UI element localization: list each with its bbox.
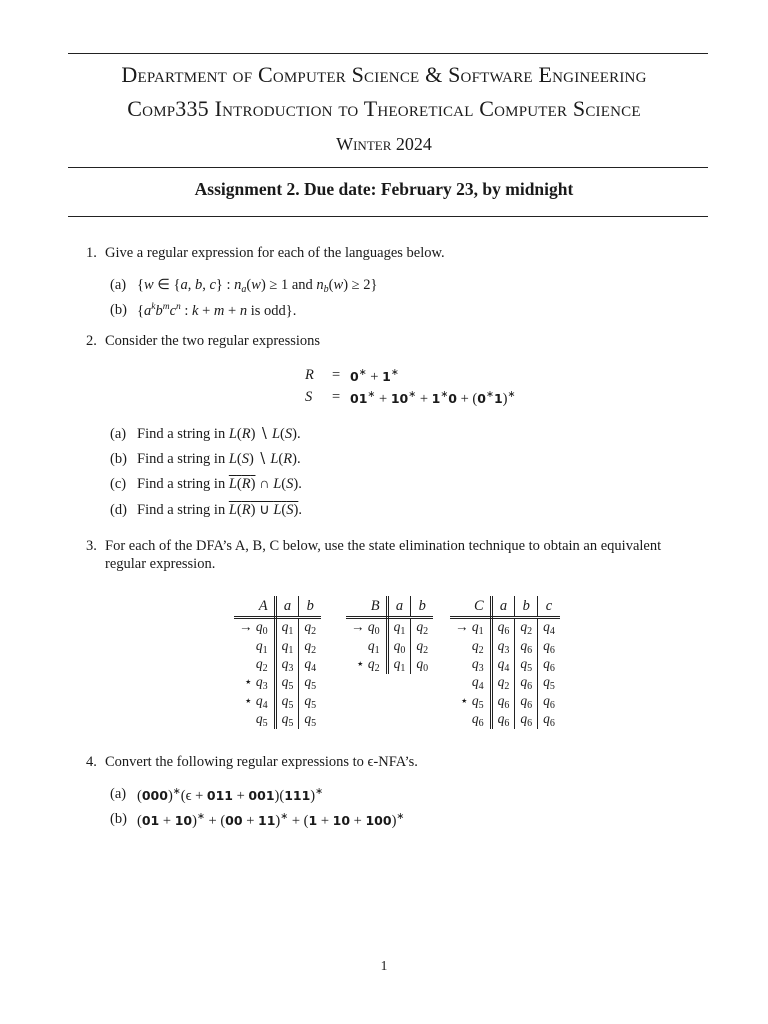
q4b-expression: (01 + 10)∗ + (00 + 11)∗ + (1 + 10 + 100)∗ xyxy=(137,812,405,829)
dfa-symbol-header: a xyxy=(275,596,299,618)
q2b-text: Find a string in L(S) ∖ L(R). xyxy=(137,451,301,467)
dfa-row xyxy=(450,693,560,711)
dfa-state-cell: ⋆ $q_5$ xyxy=(450,693,491,711)
dfa-transition-cell: $q_5$ xyxy=(304,711,317,730)
dfa-row xyxy=(346,618,433,638)
dfa-state-cell: $q_3$ xyxy=(450,656,491,674)
q2c-label: (c) xyxy=(110,476,127,492)
q3-text-line1: For each of the DFA’s A, B, C below, use the state elimination technique to obtain an equivalent xyxy=(105,538,662,554)
dfa-transition-cell: $q_6$ xyxy=(515,693,538,711)
dfa-row xyxy=(450,711,560,729)
dfa-row xyxy=(234,637,321,655)
dfa-transition-cell: $q_5$ xyxy=(543,674,555,693)
term-title: Winter 2024 xyxy=(336,134,432,154)
dfa-symbol-header: a xyxy=(387,596,411,618)
q3-number: 3. xyxy=(86,538,97,554)
dfa-symbol-header: b xyxy=(411,596,433,618)
dfa-name: B xyxy=(346,596,387,618)
dfa-transition-cell: $q_2$ xyxy=(304,637,317,656)
dfa-symbol-header: c xyxy=(538,596,560,618)
q3-text-line2: regular expression. xyxy=(105,556,216,572)
q2a-label: (a) xyxy=(110,426,127,442)
dfa-table-b xyxy=(346,596,433,674)
dfa-state-cell: $q_4$ xyxy=(450,674,491,692)
q2-number: 2. xyxy=(86,333,97,349)
q1b-label: (b) xyxy=(110,302,127,318)
dfa-row xyxy=(234,711,321,729)
dfa-transition-cell: $q_4$ xyxy=(543,619,555,638)
course-title: Comp335 Introduction to Theoretical Computer Science xyxy=(127,96,641,121)
dfa-name: C xyxy=(450,596,491,618)
q4a-expression: (000)∗(ϵ + 011 + 001)(111)∗ xyxy=(137,787,324,804)
dfa-symbol-header: b xyxy=(299,596,321,618)
q2d-label: (d) xyxy=(110,502,127,518)
title-rule xyxy=(68,216,708,217)
q1a-label: (a) xyxy=(110,277,127,293)
dfa-transition-cell: $q_2$ xyxy=(515,618,538,638)
dfa-transition-cell: $q_6$ xyxy=(491,711,515,729)
q1-text: Give a regular expression for each of the languages below. xyxy=(105,245,445,261)
dfa-transition-cell: $q_6$ xyxy=(543,711,555,730)
q4a-label: (a) xyxy=(110,786,127,802)
dfa-transition-cell: $q_3$ xyxy=(491,637,515,655)
regex-r-eq: = xyxy=(332,367,341,383)
dfa-transition-cell: $q_1$ xyxy=(275,618,299,638)
dfa-transition-cell: $q_6$ xyxy=(543,655,555,674)
start-arrow-icon: → xyxy=(455,619,472,635)
dfa-state-cell: → $q_0$ xyxy=(346,618,387,638)
dfa-transition-cell: $q_5$ xyxy=(275,674,299,692)
dfa-transition-cell: $q_0$ xyxy=(387,637,411,655)
dfa-transition-cell: $q_1$ xyxy=(387,618,411,638)
q4b-label: (b) xyxy=(110,811,127,827)
dfa-state-cell: $q_1$ xyxy=(346,637,387,655)
dfa-row xyxy=(450,674,560,692)
start-arrow-icon: → xyxy=(351,619,368,635)
dfa-transition-cell: $q_6$ xyxy=(543,692,555,711)
q2a-text: Find a string in L(R) ∖ L(S). xyxy=(137,426,301,442)
q4-text: Convert the following regular expressions to ϵ-NFA’s. xyxy=(105,754,418,770)
dfa-row xyxy=(346,656,433,674)
q2b-label: (b) xyxy=(110,451,127,467)
start-arrow-icon: → xyxy=(239,619,256,635)
dfa-row xyxy=(234,656,321,674)
dfa-state-cell: $q_1$ xyxy=(234,637,275,655)
dfa-transition-cell: $q_3$ xyxy=(275,656,299,674)
dfa-state-cell: $q_2$ xyxy=(234,656,275,674)
regex-s-expression: 01∗ + 10∗ + 1∗0 + (0∗1)∗ xyxy=(350,390,516,407)
regex-r-var: R xyxy=(305,367,314,383)
top-rule xyxy=(68,53,708,54)
dfa-state-cell: ⋆ $q_3$ xyxy=(234,674,275,692)
dfa-row xyxy=(346,637,433,655)
dfa-transition-cell: $q_6$ xyxy=(515,711,538,729)
q2c-text: Find a string in L(R) ∩ L(S). xyxy=(137,476,302,492)
dfa-transition-cell: $q_1$ xyxy=(387,656,411,674)
dfa-row xyxy=(450,637,560,655)
dfa-transition-cell: $q_6$ xyxy=(515,637,538,655)
dfa-transition-cell: $q_2$ xyxy=(416,619,429,638)
dfa-state-cell: $q_2$ xyxy=(450,637,491,655)
assignment-title: Assignment 2. Due date: February 23, by midnight xyxy=(194,179,574,199)
dfa-transition-cell: $q_2$ xyxy=(416,637,429,656)
regex-s-var: S xyxy=(305,389,313,405)
dfa-state-cell: ⋆ $q_2$ xyxy=(346,656,387,674)
dfa-transition-cell: $q_4$ xyxy=(491,656,515,674)
q4-number: 4. xyxy=(86,754,97,770)
dfa-row xyxy=(234,618,321,638)
dfa-transition-cell: $q_1$ xyxy=(275,637,299,655)
dfa-name: A xyxy=(234,596,275,618)
dfa-table-a xyxy=(234,596,321,729)
q1b-expression: {$a^kb^mc^n$ : k + m + n is odd}. xyxy=(137,302,297,319)
q2d-text: Find a string in L(R) ∪ L(S). xyxy=(137,502,302,518)
dfa-transition-cell: $q_5$ xyxy=(304,692,317,711)
regex-s-eq: = xyxy=(332,389,341,405)
dfa-state-cell: $q_5$ xyxy=(234,711,275,729)
dfa-table-c xyxy=(450,596,560,729)
accept-star-icon: ⋆ xyxy=(460,692,472,708)
dfa-state-cell: → $q_0$ xyxy=(234,618,275,638)
dfa-transition-cell: $q_5$ xyxy=(304,674,317,693)
dfa-symbol-header: b xyxy=(515,596,538,618)
accept-star-icon: ⋆ xyxy=(244,692,256,708)
dfa-transition-cell: $q_4$ xyxy=(304,655,317,674)
dfa-transition-cell: $q_5$ xyxy=(275,693,299,711)
dfa-transition-cell: $q_5$ xyxy=(275,711,299,729)
header-rule xyxy=(68,167,708,168)
accept-star-icon: ⋆ xyxy=(356,655,368,671)
dfa-transition-cell: $q_5$ xyxy=(515,656,538,674)
dfa-row xyxy=(450,618,560,638)
page-number: 1 xyxy=(380,958,388,973)
dfa-transition-cell: $q_6$ xyxy=(491,618,515,638)
dfa-symbol-header: a xyxy=(491,596,515,618)
dfa-transition-cell: $q_6$ xyxy=(515,674,538,692)
dfa-transition-cell: $q_0$ xyxy=(416,655,429,674)
q1-number: 1. xyxy=(86,245,97,261)
department-title: Department of Computer Science & Software Engineering xyxy=(121,62,647,87)
q1a-expression: {w ∈ {a, b, c} : $n_a(w) \ge 1$ and $n_b(w) \ge 2$} xyxy=(137,277,378,295)
q2-text: Consider the two regular expressions xyxy=(105,333,321,349)
dfa-row xyxy=(234,674,321,692)
regex-r-expression: 0∗ + 1∗ xyxy=(350,368,399,385)
accept-star-icon: ⋆ xyxy=(244,674,256,690)
dfa-state-cell: $q_6$ xyxy=(450,711,491,729)
dfa-transition-cell: $q_6$ xyxy=(543,637,555,656)
dfa-transition-cell: $q_2$ xyxy=(304,619,317,638)
dfa-transition-cell: $q_2$ xyxy=(491,674,515,692)
dfa-transition-cell: $q_6$ xyxy=(491,693,515,711)
dfa-row xyxy=(450,656,560,674)
dfa-state-cell: ⋆ $q_4$ xyxy=(234,693,275,711)
dfa-row xyxy=(234,693,321,711)
dfa-state-cell: → $q_1$ xyxy=(450,618,491,638)
